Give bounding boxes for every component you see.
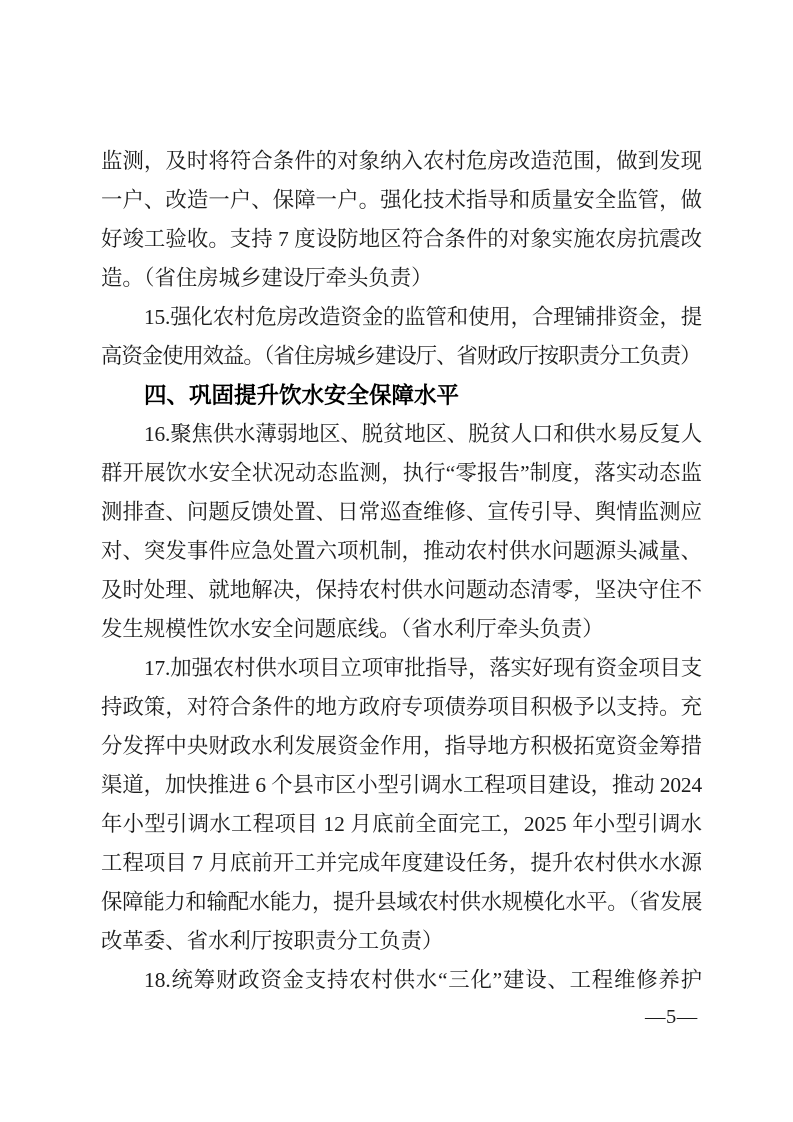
section-heading: 四、巩固提升饮水安全保障水平 [144,383,460,408]
text-line: 群开展饮水安全状况动态监测，执行“零报告”制度，落实动态监 [101,461,702,485]
text-line: 对、突发事件应急处置六项机制，推动农村供水问题源头减量、 [101,539,702,563]
text-line: 造。（省住房城乡建设厅牵头负责） [101,266,433,290]
text-line: 渠道，加快推进 6 个县市区小型引调水工程项目建设，推动 2024 [101,773,702,797]
text-line: 分发挥中央财政水利发展资金作用，指导地方积极拓宽资金筹措 [101,734,702,758]
text-line: 17.加强农村供水项目立项审批指导，落实好现有资金项目支 [144,656,702,680]
text-line: 及时处理、就地解决，保持农村供水问题动态清零，坚决守住不 [101,578,702,602]
text-line: 发生规模性饮水安全问题底线。（省水利厅牵头负责） [101,617,604,641]
text-line: 18.统筹财政资金支持农村供水“三化”建设、工程维修养护 [144,968,702,992]
text-line: 测排查、问题反馈处置、日常巡查维修、宣传引导、舆情监测应 [101,500,702,524]
text-line: 好竣工验收。支持 7 度设防地区符合条件的对象实施农房抗震改 [101,227,702,251]
page-number: —5— [645,1006,698,1028]
text-line: 16.聚焦供水薄弱地区、脱贫地区、脱贫人口和供水易反复人 [144,422,702,446]
text-line: 持政策，对符合条件的地方政府专项债券项目积极予以支持。充 [101,695,702,719]
text-block [101,142,702,1000]
text-line: 改革委、省水利厅按职责分工负责） [101,929,444,953]
text-line: 保障能力和输配水能力，提升县域农村供水规模化水平。（省发展 [101,890,702,914]
text-line: 15.强化农村危房改造资金的监管和使用，合理铺排资金，提 [144,305,702,329]
text-line: 一户、改造一户、保障一户。强化技术指导和质量安全监管，做 [101,188,702,212]
text-line: 年小型引调水工程项目 12 月底前全面完工，2025 年小型引调水 [101,812,702,836]
text-line: 工程项目 7 月底前开工并完成年度建设任务，提升农村供水水源 [101,851,702,875]
text-line: 监测，及时将符合条件的对象纳入农村危房改造范围，做到发现 [101,149,702,173]
text-line: 高资金使用效益。（省住房城乡建设厅、省财政厅按职责分工负责） [101,344,701,368]
